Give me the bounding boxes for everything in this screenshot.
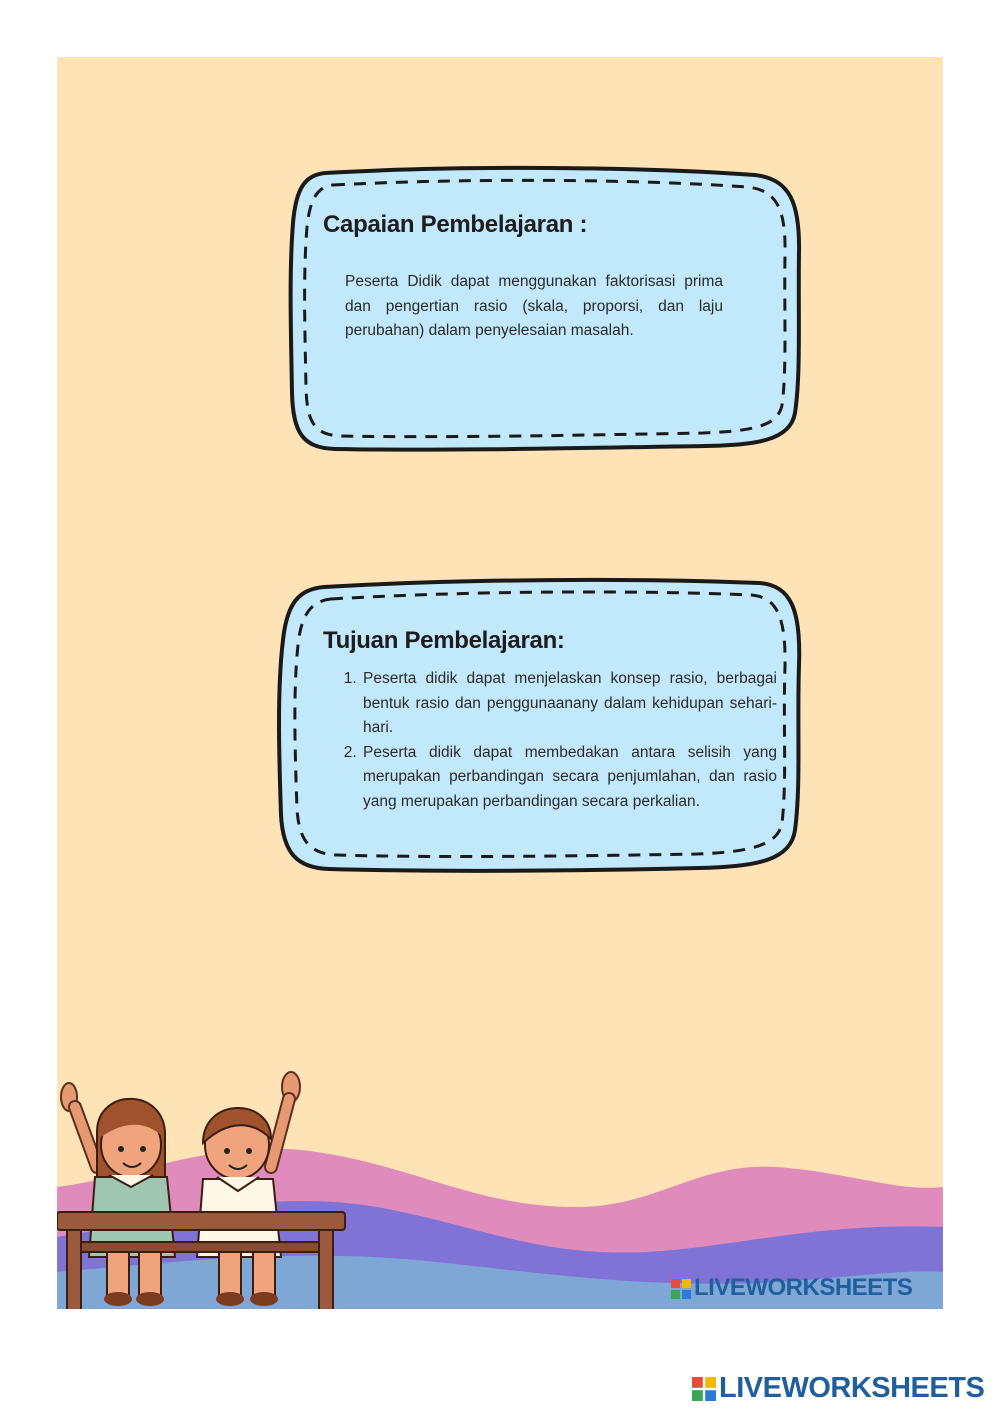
liveworksheets-logo-icon	[671, 1279, 691, 1299]
tujuan-item: 2. Peserta didik dapat membedakan antara selisih yang merupakan perbandingan secara penjumlahan, dan rasio yang merupakan perbandingan secara perkalian.	[361, 741, 777, 815]
students-illustration	[57, 1057, 943, 1309]
capaian-title: Capaian Pembelajaran :	[323, 211, 588, 238]
capaian-text: Peserta Didik dapat menggunakan faktorisasi prima dan pengertian rasio (skala, proporsi, dan laju perubahan) dalam penyelesaian masalah.	[345, 273, 723, 339]
brand-name: LIVEWORKSHEETS	[719, 1372, 985, 1404]
tujuan-card	[269, 575, 805, 875]
tujuan-title: Tujuan Pembelajaran:	[323, 627, 565, 654]
liveworksheets-watermark	[671, 1274, 912, 1302]
tujuan-item: 1. Peserta didik dapat menjelaskan konsep rasio, berbagai bentuk rasio dan penggunaanany dalam kehidupan sehari-hari.	[361, 667, 777, 741]
liveworksheets-logo-icon	[692, 1377, 716, 1401]
brand-name: LIVEWORKSHEETS	[694, 1274, 913, 1301]
capaian-card	[285, 163, 805, 453]
liveworksheets-footer-logo[interactable]	[692, 1372, 984, 1405]
tujuan-list	[345, 667, 777, 814]
worksheet-page	[57, 57, 943, 1309]
